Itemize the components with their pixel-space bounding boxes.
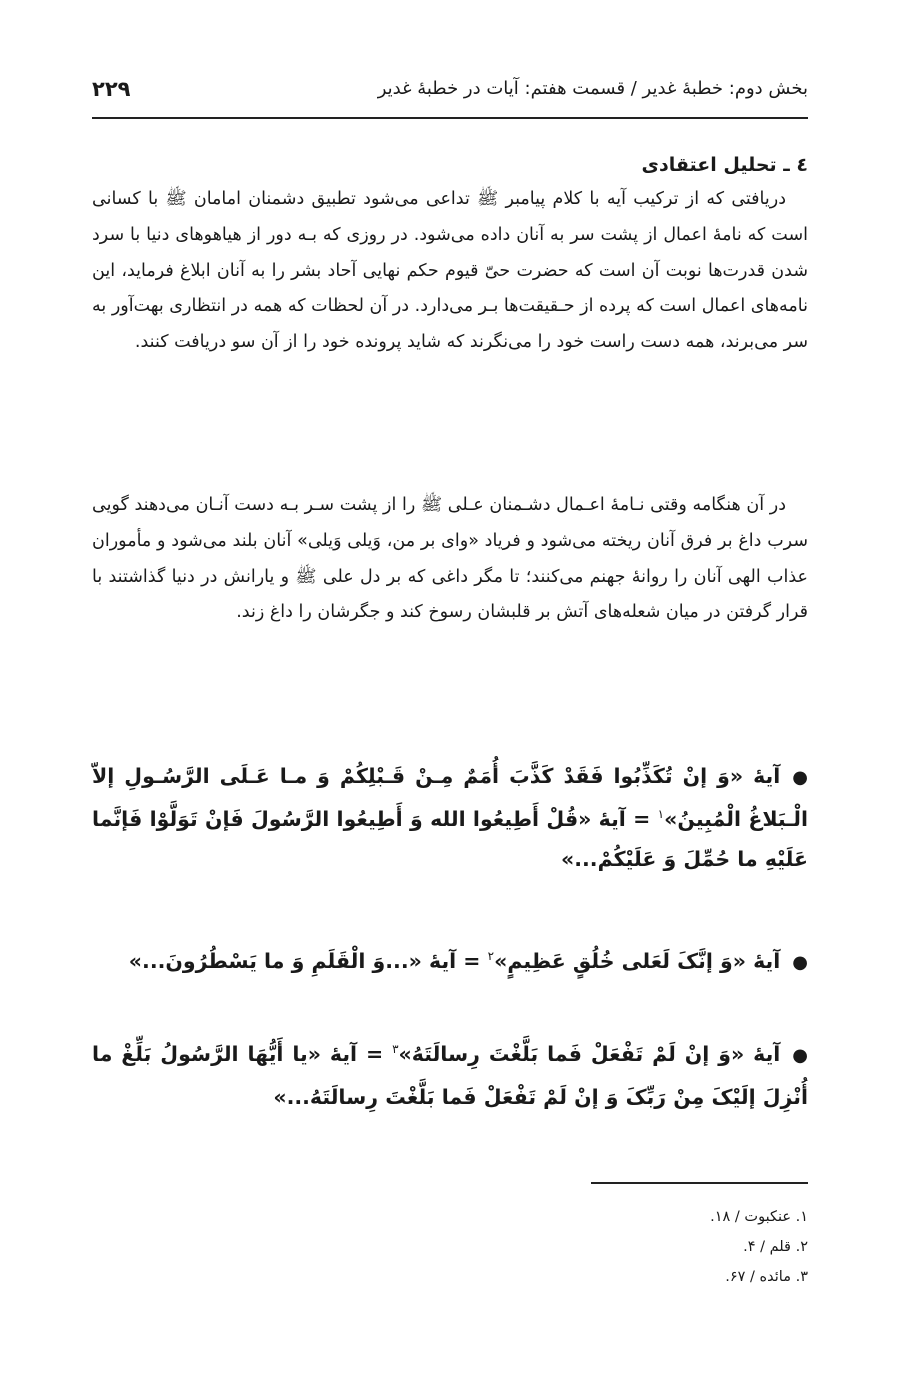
verse-item-3 — [92, 1034, 808, 1117]
footnote-1: ١. عنکبوت / ١٨. — [710, 1209, 808, 1225]
bullet-icon: ● — [792, 952, 808, 973]
verse-item-2 — [92, 941, 808, 984]
footnote-2: ٢. قلم / ۴. — [743, 1239, 808, 1255]
paragraph-1: دریافتی که از ترکیب آیه با کلام پیامبر ﷺ تداعی می‌شود تطبیق دشمنان امامان ﷺ با کسانی است که نامهٔ اعمال از پشت سر به آنان داده می‌شود. در روزی که بـه دور از هیاهوهای دنیا با سرد شدن قدرت‌ها نوبت آن است که حضرت حیّ قیوم حکم نهایی آحاد بشر را به آنان ابلاغ فرماید، این نامه‌های اعمال است که پرده از حـقیقت‌ها بـر می‌دارد. در آن لحظات که همه در انتظاری بهت‌آور به سر می‌برند، همه دست راست خود را می‌نگرند که شاید پرونده خود را از آن سو دریافت کنند. — [92, 189, 808, 353]
header-title: بخش دوم: خطبهٔ غدیر / قسمت هفتم: آیات در خطبهٔ غدیر — [377, 78, 808, 99]
bullet-icon: ● — [792, 767, 808, 788]
equals-sign: = — [357, 1042, 393, 1066]
footnotes — [92, 1202, 808, 1292]
paragraph-2: در آن هنگامه وقتی نـامهٔ اعـمال دشـمنان عـلی ﷺ را از پشت سـر بـه دست آنـان می‌دهند گویی سرب داغ بر فرق آنان ریخته می‌شود و فریاد «وای بر من، وَیلی وَیلی» آنان بلند می‌شود و مأموران عذاب الهی آنان را روانهٔ جهنم می‌کنند؛ تا مگر داغی که بر دل علی ﷺ و یارانش در دنیا گذاشتند با قرار گرفتن در میان شعله‌های آتش بر قلبشان رسوخ کند و جگرشان را داغ زند. — [92, 495, 808, 623]
section-heading: ٤ ـ تحلیل اعتقادی — [641, 154, 808, 176]
verse-text: آیهٔ «وَ إنْ تُکَذِّبُوا فَقَدْ کَذَّبَ أُمَمٌ مِـنْ قَـبْلِکُمْ وَ مـا عَـلَی الرَّسُـولِ إلاّ الْـبَلاغُ الْمُبِینُ» — [92, 764, 809, 831]
equals-sign: = — [456, 949, 488, 973]
page-number: ۲۲۹ — [92, 77, 131, 101]
footnote-divider — [591, 1182, 808, 1184]
verse-text: آیهٔ «...وَ الْقَلَمِ وَ ما یَسْطُرُونَ...» — [128, 949, 457, 973]
verse-text: آیهٔ «قُلْ أَطِیعُوا الله وَ أَطِیعُوا الرَّسُولَ فَإنْ تَوَلَّوْا فَإنَّما عَلَیْهِ ما حُمِّلَ وَ عَلَیْکُمْ...» — [92, 806, 808, 871]
running-header — [92, 72, 808, 106]
footnote-marker: ٣ — [392, 1042, 399, 1057]
equals-sign: = — [625, 806, 658, 831]
bullet-icon: ● — [792, 1045, 809, 1066]
footnote-marker: ٢ — [487, 949, 495, 964]
verse-item-1 — [92, 756, 808, 880]
verse-text: آیهٔ «وَ إنَّکَ لَعَلی خُلُقٍ عَظِیمٍ» — [494, 949, 781, 973]
verse-text: آیهٔ «یا أَیُّهَا الرَّسُولُ بَلِّغْ ما أُنْزِلَ إلَیْکَ مِنْ رَبِّکَ وَ إنْ لَمْ تَفْعَلْ فَما بَلَّغْتَ رِسالَتَهُ...» — [92, 1042, 808, 1109]
footnote-3: ٣. مائده / ۶٧. — [725, 1269, 808, 1285]
header-divider — [92, 117, 808, 119]
footnote-marker: ١ — [657, 806, 665, 821]
verse-text: آیهٔ «وَ إنْ لَمْ تَفْعَلْ فَما بَلَّغْتَ رِسالَتَهُ» — [398, 1042, 781, 1066]
